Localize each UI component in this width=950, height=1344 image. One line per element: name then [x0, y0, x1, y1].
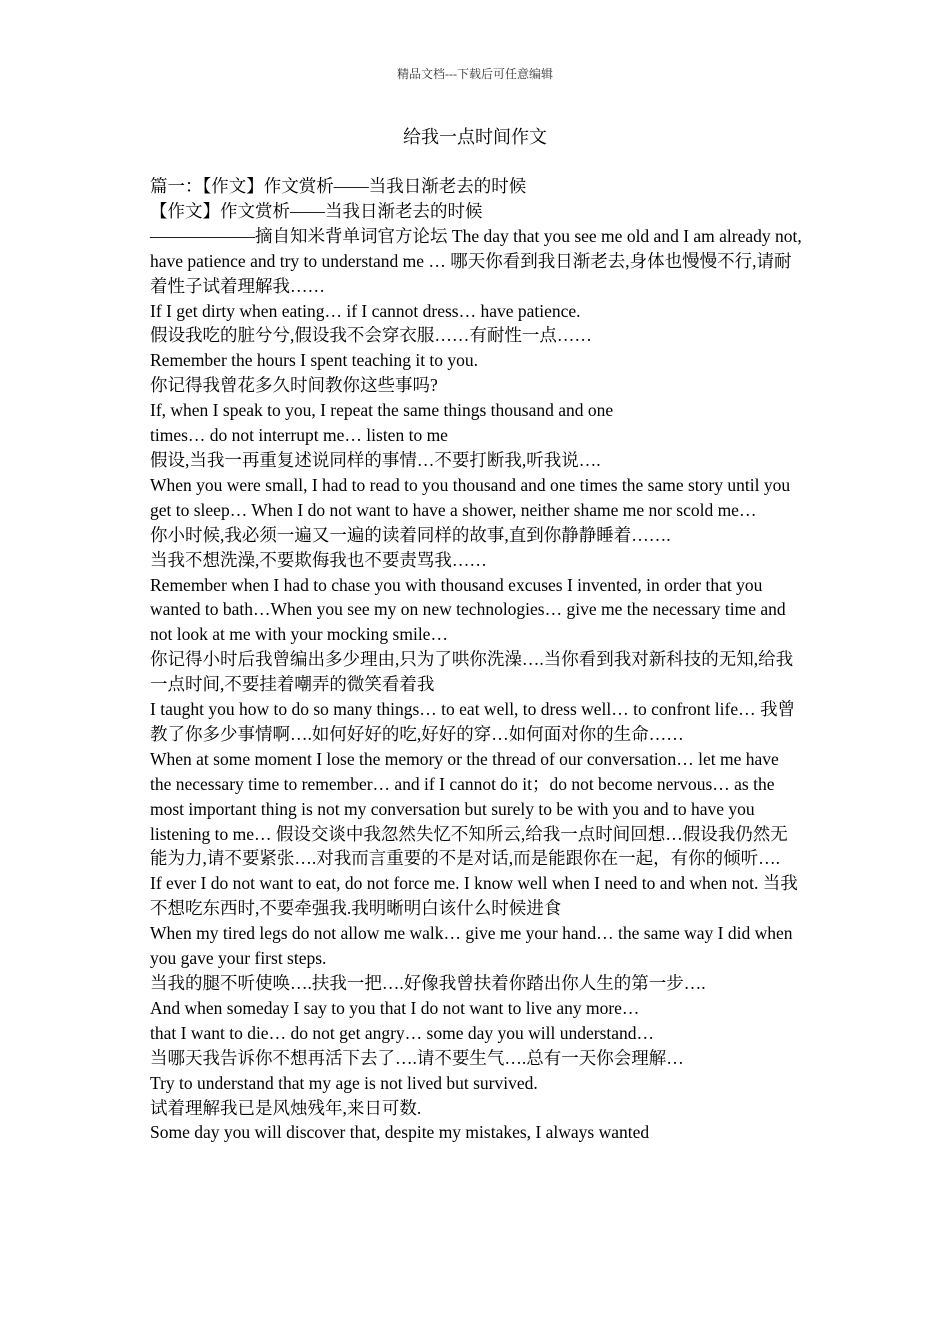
body-line: ——————摘自知米背单词官方论坛 The day that you see me old and I am already not, have patience and try to understand me … 哪天你看到我日渐老去,身体也慢慢不行,请耐着性子试着理解我…… [150, 225, 802, 296]
body-line: 你记得我曾花多久时间教你这些事吗? [150, 375, 438, 396]
body-line: When at some moment I lose the memory or the thread of our conversation… let me have the necessary time to remember… and if I cannot do it；do not become nervous… as the most important thing is not my conversation but surely to be with you and to have you listening to me… 假设交谈中我忽然失忆不知所云,给我一点时间回想…假设我仍然无能为力,请不要紧张….对我而言重要的不是对话,而是能跟你在一起，有你的倾听…. [150, 748, 788, 869]
document-body [150, 174, 802, 1145]
body-line: 假设,当我一再重复述说同样的事情…不要打断我,听我说…. [150, 449, 601, 470]
body-line: that I want to die… do not get angry… some day you will understand… [150, 1022, 655, 1043]
document-title: 给我一点时间作文 [403, 127, 547, 147]
body-line: Some day you will discover that, despite my mistakes, I always wanted [150, 1122, 650, 1143]
body-line: 当我的腿不听使唤….扶我一把….好像我曾扶着你踏出你人生的第一步…. [150, 973, 706, 993]
page-header: 精品文档---下载后可任意编辑 [397, 67, 553, 81]
body-line: Remember when I had to chase you with thousand excuses I invented, in order that you wanted to bath…When you see my on new technologies… give me the necessary time and not look at me with your mocking smile… [150, 574, 786, 645]
body-line: If ever I do not want to eat, do not force me. I know well when I need to and when not. 当我不想吃东西时,不要牵强我.我明晰明白该什么时候进食 [150, 873, 798, 919]
body-line: If I get dirty when eating… if I cannot dress… have patience. [150, 300, 581, 321]
body-line: If, when I speak to you, I repeat the same things thousand and one [150, 400, 614, 421]
body-line: 你小时候,我必须一遍又一遍的读着同样的故事,直到你静静睡着……. [150, 524, 671, 545]
body-line: When my tired legs do not allow me walk… give me your hand… the same way I did when you gave your first steps. [150, 923, 793, 969]
body-line: 假设我吃的脏兮兮,假设我不会穿衣服……有耐性一点…… [150, 325, 592, 346]
body-line: And when someday I say to you that I do not want to live any more… [150, 997, 640, 1018]
body-line: Try to understand that my age is not lived but survived. [150, 1072, 538, 1093]
body-line: Remember the hours I spent teaching it to you. [150, 350, 479, 371]
body-line: 当我不想洗澡,不要欺侮我也不要责骂我…… [150, 549, 487, 570]
body-line: 【作文】作文赏析——当我日渐老去的时候 [150, 200, 483, 221]
body-line: 你记得小时后我曾编出多少理由,只为了哄你洗澡….当你看到我对新科技的无知,给我一点时间,不要挂着嘲弄的微笑看着我 [150, 649, 794, 695]
body-line: 试着理解我已是风烛残年,来日可数. [150, 1097, 422, 1118]
body-line: 篇一：【作文】作文赏析——当我日渐老去的时候 [150, 176, 527, 196]
body-line: 当哪天我告诉你不想再活下去了….请不要生气….总有一天你会理解… [150, 1047, 684, 1068]
body-line: times… do not interrupt me… listen to me [150, 425, 448, 446]
body-line: I taught you how to do so many things… to eat well, to dress well… to confront life… 我曾教了你多少事情啊….如何好好的吃,好好的穿…如何面对你的生命…… [150, 699, 795, 744]
body-line: When you were small, I had to read to you thousand and one times the same story until you get to sleep… When I do not want to have a shower, neither shame me nor scold me… [150, 474, 791, 520]
